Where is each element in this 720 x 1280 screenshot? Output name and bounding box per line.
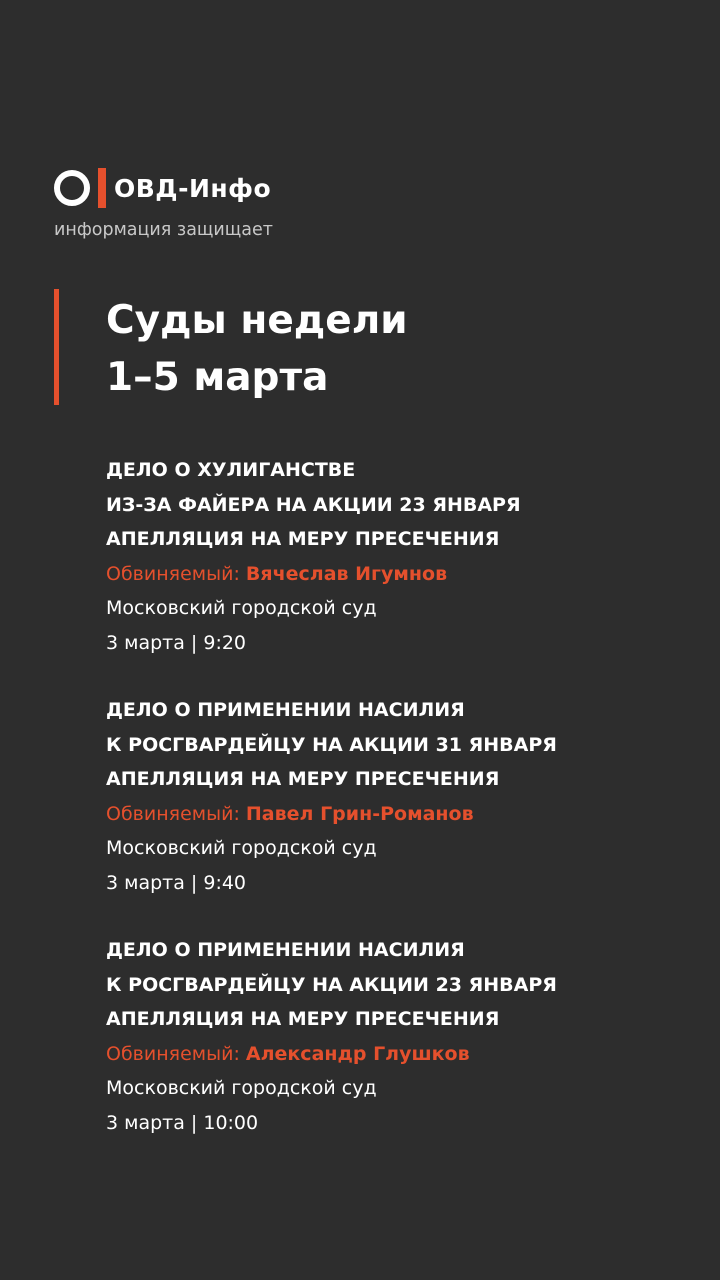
accused-name: Александр Глушков — [245, 1042, 470, 1065]
title-line-1: Суды недели — [106, 298, 408, 343]
case-heading-line: ДЕЛО О ПРИМЕНЕНИИ НАСИЛИЯ — [106, 699, 465, 721]
page-title — [106, 292, 408, 406]
case-heading-line: К РОСГВАРДЕЙЦУ НА АКЦИИ 23 ЯНВАРЯ — [106, 973, 557, 996]
hearing-datetime: 3 марта | 9:40 — [106, 871, 247, 894]
case-heading-line: АПЕЛЛЯЦИЯ НА МЕРУ ПРЕСЕЧЕНИЯ — [106, 1008, 500, 1030]
case-item — [106, 693, 706, 900]
title-accent-line — [54, 289, 59, 405]
case-heading-line: К РОСГВАРДЕЙЦУ НА АКЦИИ 31 ЯНВАРЯ — [106, 733, 557, 756]
accused-row — [106, 557, 706, 592]
court-name: Московский городской суд — [106, 837, 377, 859]
case-list — [106, 453, 706, 1173]
accused-row — [106, 797, 706, 832]
accused-name: Павел Грин-Романов — [245, 802, 474, 825]
accused-label: Обвиняемый: — [106, 802, 240, 825]
accused-label: Обвиняемый: — [106, 1042, 240, 1065]
tagline: информация защищает — [54, 220, 273, 240]
ovd-info-logo — [54, 168, 271, 208]
title-line-2: 1–5 марта — [106, 355, 329, 400]
case-item — [106, 453, 706, 660]
accused-row — [106, 1037, 706, 1072]
case-item — [106, 933, 706, 1140]
logo-bar-icon — [98, 168, 106, 208]
case-heading-line: АПЕЛЛЯЦИЯ НА МЕРУ ПРЕСЕЧЕНИЯ — [106, 528, 500, 550]
case-heading-line: ДЕЛО О ПРИМЕНЕНИИ НАСИЛИЯ — [106, 939, 465, 961]
logo-text: ОВД-Инфо — [114, 173, 272, 203]
hearing-datetime: 3 марта | 10:00 — [106, 1111, 259, 1134]
court-name: Московский городской суд — [106, 597, 377, 619]
case-heading-line: ИЗ-ЗА ФАЙЕРА НА АКЦИИ 23 ЯНВАРЯ — [106, 493, 521, 516]
accused-label: Обвиняемый: — [106, 562, 240, 585]
logo-ring-icon — [54, 170, 90, 206]
court-name: Московский городской суд — [106, 1077, 377, 1099]
case-heading-line: АПЕЛЛЯЦИЯ НА МЕРУ ПРЕСЕЧЕНИЯ — [106, 768, 500, 790]
case-heading-line: ДЕЛО О ХУЛИГАНСТВЕ — [106, 459, 356, 481]
accused-name: Вячеслав Игумнов — [245, 562, 448, 585]
hearing-datetime: 3 марта | 9:20 — [106, 631, 247, 654]
